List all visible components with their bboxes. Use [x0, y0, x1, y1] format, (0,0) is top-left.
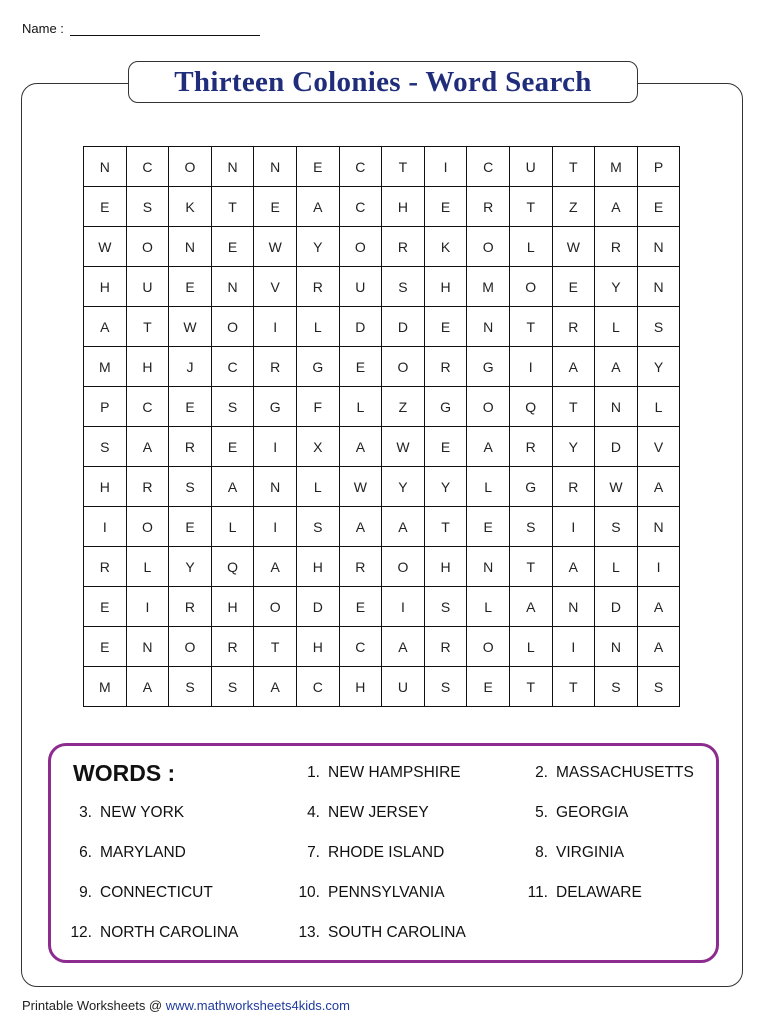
grid-cell[interactable]: R [340, 547, 383, 587]
word-text: NEW JERSEY [328, 804, 429, 821]
grid-cell[interactable]: A [467, 427, 510, 467]
grid-cell[interactable]: S [169, 467, 212, 507]
grid-cell[interactable]: E [340, 347, 383, 387]
word-text: PENNSYLVANIA [328, 884, 445, 901]
word-number: 10. [298, 884, 320, 901]
grid-cell[interactable]: N [467, 547, 510, 587]
grid-cell[interactable]: E [84, 187, 127, 227]
grid-cell[interactable]: O [169, 627, 212, 667]
title-box [128, 61, 638, 103]
grid-cell[interactable]: H [425, 547, 468, 587]
grid-cell[interactable]: H [212, 587, 255, 627]
grid-cell[interactable]: N [467, 307, 510, 347]
grid-cell[interactable]: I [84, 507, 127, 547]
word-number: 8. [535, 844, 548, 861]
grid-cell[interactable]: E [425, 427, 468, 467]
grid-cell[interactable]: C [340, 147, 383, 187]
grid-cell[interactable]: S [638, 307, 681, 347]
grid-cell[interactable]: E [638, 187, 681, 227]
grid-cell[interactable]: A [595, 187, 638, 227]
grid-cell[interactable]: U [127, 267, 170, 307]
grid-cell[interactable]: W [169, 307, 212, 347]
grid-cell[interactable]: Z [382, 387, 425, 427]
grid-cell[interactable]: N [254, 147, 297, 187]
footer-url-link[interactable]: www.mathworksheets4kids.com [165, 998, 350, 1013]
grid-cell[interactable]: H [425, 267, 468, 307]
grid-cell[interactable]: A [84, 307, 127, 347]
grid-cell[interactable]: Q [212, 547, 255, 587]
grid-cell[interactable]: H [297, 627, 340, 667]
grid-cell[interactable]: O [127, 507, 170, 547]
grid-cell[interactable]: E [84, 627, 127, 667]
grid-cell[interactable]: E [169, 267, 212, 307]
grid-cell[interactable]: T [553, 387, 596, 427]
grid-cell[interactable]: Y [553, 427, 596, 467]
grid-cell[interactable]: I [553, 627, 596, 667]
grid-cell[interactable]: F [297, 387, 340, 427]
word-number: 12. [70, 924, 92, 941]
word-item [518, 804, 628, 822]
grid-cell[interactable]: O [340, 227, 383, 267]
grid-cell[interactable]: C [297, 667, 340, 707]
grid-cell[interactable]: T [510, 547, 553, 587]
grid-cell[interactable]: G [254, 387, 297, 427]
name-row [22, 20, 260, 36]
word-item [290, 764, 461, 782]
name-line[interactable] [70, 20, 260, 36]
grid-cell[interactable]: C [127, 387, 170, 427]
word-text: VIRGINIA [556, 844, 625, 861]
name-label: Name : [22, 21, 64, 36]
page-title: Thirteen Colonies - Word Search [174, 65, 592, 98]
grid-cell[interactable]: C [467, 147, 510, 187]
grid-cell[interactable]: A [212, 467, 255, 507]
grid-cell[interactable]: T [510, 667, 553, 707]
grid-cell[interactable]: W [553, 227, 596, 267]
grid-cell[interactable]: H [340, 667, 383, 707]
word-number: 4. [307, 804, 320, 821]
grid-cell[interactable]: R [169, 427, 212, 467]
grid-cell[interactable]: R [595, 227, 638, 267]
word-text: NORTH CAROLINA [100, 924, 239, 941]
grid-cell[interactable]: N [212, 267, 255, 307]
grid-cell[interactable]: D [595, 427, 638, 467]
grid-cell[interactable]: M [467, 267, 510, 307]
grid-cell[interactable]: E [212, 227, 255, 267]
grid-cell[interactable]: R [553, 467, 596, 507]
word-text: DELAWARE [556, 884, 642, 901]
grid-cell[interactable]: I [127, 587, 170, 627]
grid-cell[interactable]: S [212, 387, 255, 427]
grid-cell[interactable]: L [467, 587, 510, 627]
grid-cell[interactable]: G [467, 347, 510, 387]
grid-cell[interactable]: J [169, 347, 212, 387]
grid-cell[interactable]: C [340, 627, 383, 667]
grid-cell[interactable]: T [553, 667, 596, 707]
grid-cell[interactable]: T [510, 187, 553, 227]
grid-cell[interactable]: N [595, 387, 638, 427]
grid-cell[interactable]: A [127, 667, 170, 707]
grid-cell[interactable]: Y [595, 267, 638, 307]
grid-cell[interactable]: L [297, 467, 340, 507]
grid-cell[interactable]: Q [510, 387, 553, 427]
grid-cell[interactable]: A [340, 507, 383, 547]
grid-cell[interactable]: L [467, 467, 510, 507]
grid-cell[interactable]: E [425, 187, 468, 227]
grid-cell[interactable]: S [510, 507, 553, 547]
grid-cell[interactable]: X [297, 427, 340, 467]
word-text: GEORGIA [556, 804, 629, 821]
grid-cell[interactable]: A [297, 187, 340, 227]
grid-cell[interactable]: O [382, 347, 425, 387]
grid-cell[interactable]: I [382, 587, 425, 627]
grid-cell[interactable]: Y [297, 227, 340, 267]
grid-cell[interactable]: V [254, 267, 297, 307]
grid-cell[interactable]: S [425, 587, 468, 627]
grid-cell[interactable]: I [510, 347, 553, 387]
grid-cell[interactable]: Z [553, 187, 596, 227]
grid-cell[interactable]: L [595, 547, 638, 587]
grid-cell[interactable]: E [425, 307, 468, 347]
word-number: 5. [535, 804, 548, 821]
grid-cell[interactable]: E [467, 667, 510, 707]
grid-cell[interactable]: S [382, 267, 425, 307]
word-item [518, 884, 642, 902]
grid-cell[interactable]: E [297, 147, 340, 187]
grid-cell[interactable]: N [254, 467, 297, 507]
word-number: 2. [535, 764, 548, 781]
word-number: 1. [307, 764, 320, 781]
word-text: NEW HAMPSHIRE [328, 764, 461, 781]
grid-cell[interactable]: L [595, 307, 638, 347]
grid-cell[interactable]: W [382, 427, 425, 467]
grid-cell[interactable]: U [340, 267, 383, 307]
grid-cell[interactable]: V [638, 427, 681, 467]
grid-cell[interactable]: A [595, 347, 638, 387]
word-number: 11. [527, 884, 548, 901]
grid-cell[interactable]: H [84, 467, 127, 507]
grid-cell[interactable]: R [425, 627, 468, 667]
grid-cell[interactable]: I [254, 507, 297, 547]
grid-cell[interactable]: A [254, 547, 297, 587]
grid-cell[interactable]: R [553, 307, 596, 347]
grid-cell[interactable]: N [84, 147, 127, 187]
grid-cell[interactable]: O [169, 147, 212, 187]
grid-cell[interactable]: C [212, 347, 255, 387]
grid-cell[interactable]: L [297, 307, 340, 347]
grid-cell[interactable]: T [510, 307, 553, 347]
grid-cell[interactable]: E [212, 427, 255, 467]
grid-cell[interactable]: N [638, 227, 681, 267]
grid-cell[interactable]: S [212, 667, 255, 707]
grid-cell[interactable]: I [254, 427, 297, 467]
word-number: 7. [307, 844, 320, 861]
word-item [290, 924, 466, 942]
grid-cell[interactable]: M [84, 667, 127, 707]
word-item [62, 804, 184, 822]
grid-cell[interactable]: R [127, 467, 170, 507]
grid-cell[interactable]: S [127, 187, 170, 227]
grid-cell[interactable]: O [382, 547, 425, 587]
grid-cell[interactable]: W [254, 227, 297, 267]
grid-cell[interactable]: I [553, 507, 596, 547]
grid-cell[interactable]: S [638, 667, 681, 707]
grid-cell[interactable]: S [595, 507, 638, 547]
grid-cell[interactable]: I [254, 307, 297, 347]
grid-cell[interactable]: R [169, 587, 212, 627]
grid-cell[interactable]: H [297, 547, 340, 587]
grid-cell[interactable]: D [340, 307, 383, 347]
grid-cell[interactable]: K [425, 227, 468, 267]
grid-cell[interactable]: L [340, 387, 383, 427]
grid-cell[interactable]: H [84, 267, 127, 307]
grid-cell[interactable]: D [595, 587, 638, 627]
word-item [62, 844, 186, 862]
grid-cell[interactable]: R [510, 427, 553, 467]
grid-cell[interactable]: G [425, 387, 468, 427]
grid-cell[interactable]: R [212, 627, 255, 667]
grid-cell[interactable]: T [212, 187, 255, 227]
word-item [518, 764, 694, 782]
grid-cell[interactable]: L [212, 507, 255, 547]
grid-cell[interactable]: A [638, 627, 681, 667]
grid-cell[interactable]: P [638, 147, 681, 187]
grid-cell[interactable]: R [425, 347, 468, 387]
word-item [290, 804, 429, 822]
grid-cell[interactable]: N [638, 507, 681, 547]
grid-cell[interactable]: K [169, 187, 212, 227]
grid-cell[interactable]: S [169, 667, 212, 707]
grid-cell[interactable]: S [297, 507, 340, 547]
grid-cell[interactable]: L [510, 227, 553, 267]
grid-cell[interactable]: U [510, 147, 553, 187]
word-number: 13. [298, 924, 320, 941]
grid-cell[interactable]: O [467, 627, 510, 667]
word-text: SOUTH CAROLINA [328, 924, 466, 941]
grid-cell[interactable]: D [297, 587, 340, 627]
grid-cell[interactable]: O [127, 227, 170, 267]
word-search-grid [83, 146, 680, 707]
grid-cell[interactable]: W [84, 227, 127, 267]
grid-cell[interactable]: M [595, 147, 638, 187]
grid-cell[interactable]: N [212, 147, 255, 187]
grid-cell[interactable]: S [595, 667, 638, 707]
grid-cell[interactable]: I [425, 147, 468, 187]
grid-cell[interactable]: E [169, 387, 212, 427]
grid-cell[interactable]: N [638, 267, 681, 307]
grid-cell[interactable]: S [425, 667, 468, 707]
grid-cell[interactable]: O [510, 267, 553, 307]
grid-cell[interactable]: O [212, 307, 255, 347]
grid-cell[interactable]: L [127, 547, 170, 587]
word-item [62, 924, 238, 942]
grid-cell[interactable]: T [382, 147, 425, 187]
grid-cell[interactable]: N [169, 227, 212, 267]
word-text: MASSACHUSETTS [556, 764, 694, 781]
word-item [518, 844, 624, 862]
grid-cell[interactable]: E [254, 187, 297, 227]
grid-cell[interactable]: U [382, 667, 425, 707]
grid-cell[interactable]: R [467, 187, 510, 227]
grid-cell[interactable]: S [84, 427, 127, 467]
grid-cell[interactable]: N [127, 627, 170, 667]
grid-cell[interactable]: H [382, 187, 425, 227]
word-number: 9. [79, 884, 92, 901]
grid-cell[interactable]: C [127, 147, 170, 187]
footer-label: Printable Worksheets @ [22, 998, 166, 1013]
grid-cell[interactable]: A [382, 507, 425, 547]
grid-cell[interactable]: T [553, 147, 596, 187]
grid-cell[interactable]: P [84, 387, 127, 427]
word-item [290, 884, 445, 902]
grid-cell[interactable]: A [510, 587, 553, 627]
grid-cell[interactable]: Y [382, 467, 425, 507]
grid-cell[interactable]: A [638, 467, 681, 507]
grid-cell[interactable]: E [553, 267, 596, 307]
grid-cell[interactable]: E [169, 507, 212, 547]
grid-cell[interactable]: O [467, 387, 510, 427]
word-text: CONNECTICUT [100, 884, 213, 901]
grid-cell[interactable]: A [127, 427, 170, 467]
grid-cell[interactable]: N [553, 587, 596, 627]
grid-cell[interactable]: A [553, 347, 596, 387]
grid-cell[interactable]: W [595, 467, 638, 507]
grid-cell[interactable]: W [340, 467, 383, 507]
word-number: 3. [79, 804, 92, 821]
grid-cell[interactable]: O [254, 587, 297, 627]
grid-cell[interactable]: E [467, 507, 510, 547]
grid-cell[interactable]: E [84, 587, 127, 627]
grid-cell[interactable]: A [382, 627, 425, 667]
word-text: NEW YORK [100, 804, 185, 821]
grid-cell[interactable]: L [510, 627, 553, 667]
grid-cell[interactable]: Y [169, 547, 212, 587]
grid-cell[interactable]: A [638, 587, 681, 627]
grid-cell[interactable]: H [127, 347, 170, 387]
grid-cell[interactable]: R [254, 347, 297, 387]
grid-cell[interactable]: G [297, 347, 340, 387]
grid-cell[interactable]: I [638, 547, 681, 587]
grid-cell[interactable]: G [510, 467, 553, 507]
grid-cell[interactable]: T [127, 307, 170, 347]
grid-cell[interactable]: E [340, 587, 383, 627]
grid-cell[interactable]: M [84, 347, 127, 387]
word-text: RHODE ISLAND [328, 844, 445, 861]
grid-cell[interactable]: R [84, 547, 127, 587]
words-heading: WORDS : [73, 760, 176, 786]
grid-cell[interactable]: D [382, 307, 425, 347]
grid-cell[interactable]: C [340, 187, 383, 227]
grid-cell[interactable]: N [595, 627, 638, 667]
word-text: MARYLAND [100, 844, 186, 861]
grid-cell[interactable]: O [467, 227, 510, 267]
word-number: 6. [79, 844, 92, 861]
footer [22, 998, 350, 1013]
grid-cell[interactable]: T [425, 507, 468, 547]
grid-cell[interactable]: Y [638, 347, 681, 387]
grid-cell[interactable]: Y [425, 467, 468, 507]
grid-cell[interactable]: T [254, 627, 297, 667]
word-item [62, 884, 213, 902]
grid-cell[interactable]: A [553, 547, 596, 587]
grid-cell[interactable]: R [382, 227, 425, 267]
grid-cell[interactable]: R [297, 267, 340, 307]
grid-cell[interactable]: A [340, 427, 383, 467]
grid-cell[interactable]: L [638, 387, 681, 427]
word-item [290, 844, 444, 862]
grid-cell[interactable]: A [254, 667, 297, 707]
